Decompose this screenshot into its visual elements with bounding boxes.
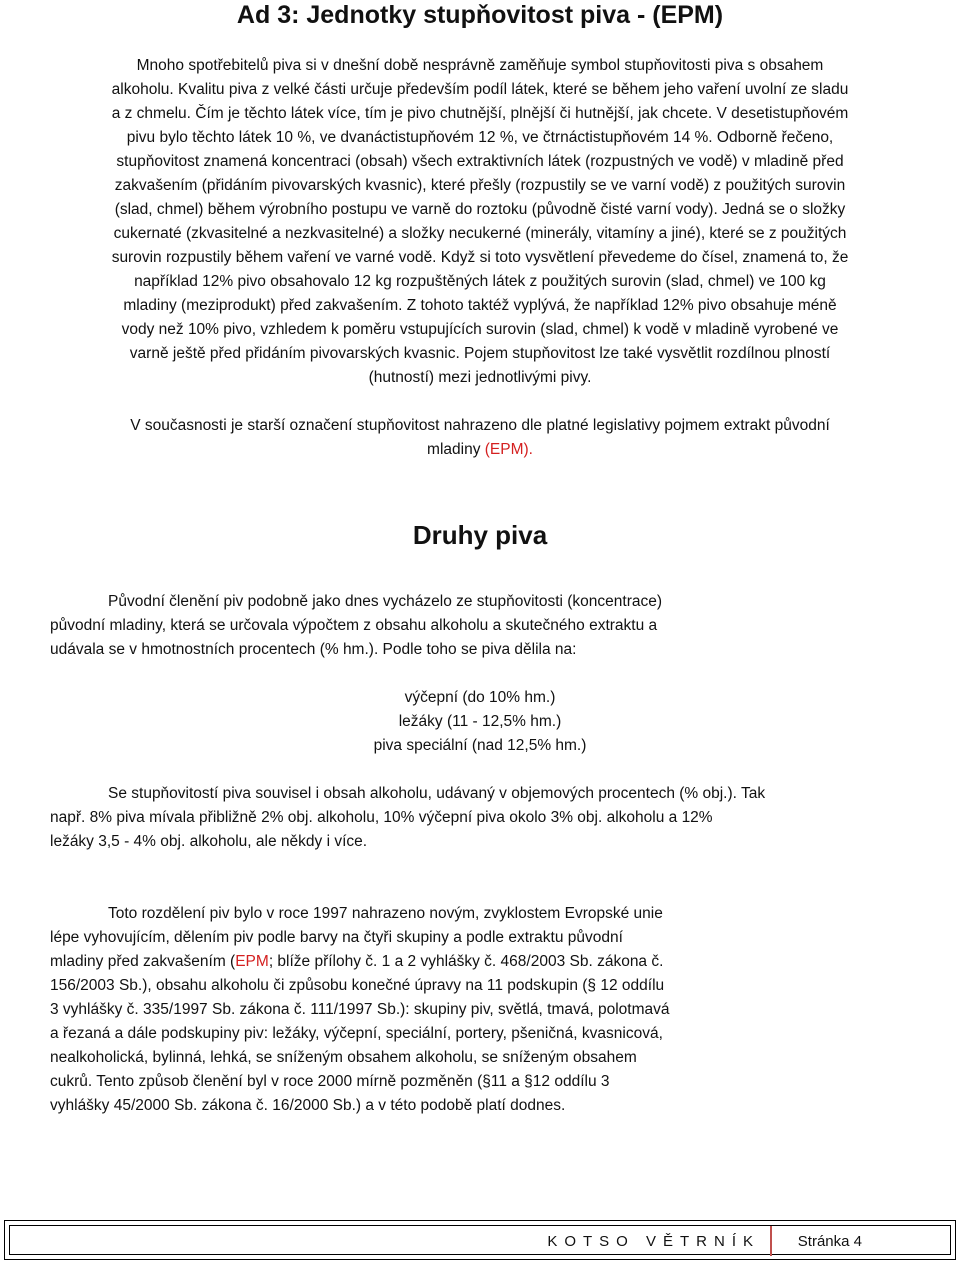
intro-line: stupňovitost znamená koncentraci (obsah) všech extraktivních látek (rozpustných ve vodě) v mladině před — [116, 153, 844, 170]
classification-line: Původní členění piv podobně jako dnes vycházelo ze stupňovitosti (koncentrace) — [108, 593, 663, 610]
new-classification-line: 156/2003 Sb.), obsahu alkoholu či způsobu konečné úpravy na 11 podskupin (§ 12 oddílu — [50, 977, 665, 994]
intro-line: cukernaté (zkvasitelné a nezkvasitelné) a složky necukerné (minerály, vitamíny a jiné), které se z použitých — [113, 225, 847, 242]
intro-paragraph — [55, 54, 905, 390]
new-classification-line: Toto rozdělení piv bylo v roce 1997 nahrazeno novým, zvyklostem Evropské unie — [108, 905, 663, 922]
intro-line: alkoholu. Kvalitu piva z velké části určuje především podíl látek, které se během jeho vaření uvolní ze sladu — [111, 81, 849, 98]
new-classification-line: a řezaná a dále podskupiny piv: ležáky, výčepní, speciální, portery, pšeničná, kvasnicová, — [50, 1025, 663, 1042]
new-classification-line: lépe vyhovujícím, dělením piv podle barvy na čtyři skupiny a podle extraktu původní — [50, 929, 623, 946]
alcohol-line: např. 8% piva mívala přibližně 2% obj. alkoholu, 10% výčepní piva okolo 3% obj. alkoholu a 12% — [50, 809, 713, 826]
epm-abbrev: (EPM). — [484, 441, 533, 458]
epm-paragraph — [55, 414, 905, 462]
classification-line: původní mladiny, která se určovala výpočtem z obsahu alkoholu a skutečného extraktu a — [50, 617, 658, 634]
intro-line: zakvašením (přidáním pivovarských kvasnic), které přešly (rozpustily se ve varní vodě) z použitých surovin — [114, 177, 846, 194]
footer-divider — [770, 1226, 772, 1256]
intro-line: například 12% pivo obsahovalo 12 kg rozpuštěných látek z použitých surovin (slad, chmel) ve 100 kg — [134, 273, 826, 290]
intro-line: (slad, chmel) během výrobního postupu ve varně do roztoku (původně čisté varní vody). Jedná se o složky — [114, 201, 846, 218]
alcohol-line: ležáky 3,5 - 4% obj. alkoholu, ale někdy i více. — [50, 833, 368, 850]
beer-type-item: výčepní (do 10% hm.) — [404, 689, 556, 706]
new-classification-line: vyhlášky 45/2000 Sb. zákona č. 16/2000 Sb.) a v této podobě platí dodnes. — [50, 1097, 566, 1114]
alcohol-line: Se stupňovitostí piva souvisel i obsah alkoholu, udávaný v objemových procentech (% obj.). Tak — [108, 785, 766, 802]
new-classification-line: mladiny před zakvašením (EPM; blíže přílohy č. 1 a 2 vyhlášky č. 468/2003 Sb. zákona č. — [50, 953, 664, 970]
epm-line-1: V současnosti je starší označení stupňovitost nahrazeno dle platné legislativy pojmem extrakt původní — [130, 417, 830, 434]
section-heading-druhy-piva: Druhy piva — [412, 520, 548, 550]
epm-abbrev: EPM — [235, 953, 269, 970]
new-classification-line: nealkoholická, bylinná, lehká, se sníženým obsahem alkoholu, se sníženým obsahem — [50, 1049, 637, 1066]
intro-line: vody než 10% pivo, vzhledem k poměru vstupujících surovin (slad, chmel) k vodě v mladině vyrobené ve — [121, 321, 839, 338]
beer-type-item: piva speciální (nad 12,5% hm.) — [373, 737, 587, 754]
footer-page-number: Stránka 4 — [797, 1233, 862, 1250]
intro-line: (hutností) mezi jednotlivými pivy. — [368, 369, 592, 386]
intro-line: a z chmelu. Čím je těchto látek více, tím je pivo chutnější, plnější či hutnější, jak chcete. V desetistupňovém — [111, 105, 849, 122]
intro-line: varně ještě před přidáním pivovarských kvasnic. Pojem stupňovitost lze také vysvětlit rozdílnou plností — [129, 345, 831, 362]
intro-line: mladiny (meziprodukt) před zakvašením. Z tohoto taktéž vyplývá, že například 12% pivo obsahuje méně — [123, 297, 837, 314]
beer-types-list — [0, 686, 960, 758]
beer-type-item: ležáky (11 - 12,5% hm.) — [398, 713, 562, 730]
intro-line: surovin rozpustily během vaření ve varné vodě. Když si toto vysvětlení převedeme do čísel, znamená to, že — [111, 249, 849, 266]
new-classification-line: cukrů. Tento způsob členění byl v roce 2000 mírně pozměněn (§11 a §12 oddílu 3 — [50, 1073, 610, 1090]
epm-line-2: mladiny (EPM). — [427, 441, 533, 458]
footer-frame — [9, 1225, 951, 1255]
new-classification-line: 3 vyhlášky č. 335/1997 Sb. zákona č. 111/1997 Sb.): skupiny piv, světlá, tmavá, polotmavá — [50, 1001, 670, 1018]
page-footer — [4, 1220, 956, 1260]
intro-line: Mnoho spotřebitelů piva si v dnešní době nesprávně zaměňuje symbol stupňovitosti piva s obsahem — [136, 57, 824, 74]
classification-paragraph — [50, 590, 910, 662]
classification-line: udávala se v hmotnostních procentech (% hm.). Podle toho se piva dělila na: — [50, 641, 577, 658]
alcohol-paragraph — [50, 782, 910, 854]
new-classification-paragraph — [50, 902, 910, 1118]
footer-author: KOTSO VĚTRNÍK — [547, 1233, 760, 1250]
page-title: Ad 3: Jednotky stupňovitost piva - (EPM) — [236, 1, 724, 29]
intro-line: pivu bylo těchto látek 10 %, ve dvanáctistupňovém 12 %, ve čtrnáctistupňovém 14 %. Odborně řečeno, — [126, 129, 834, 146]
